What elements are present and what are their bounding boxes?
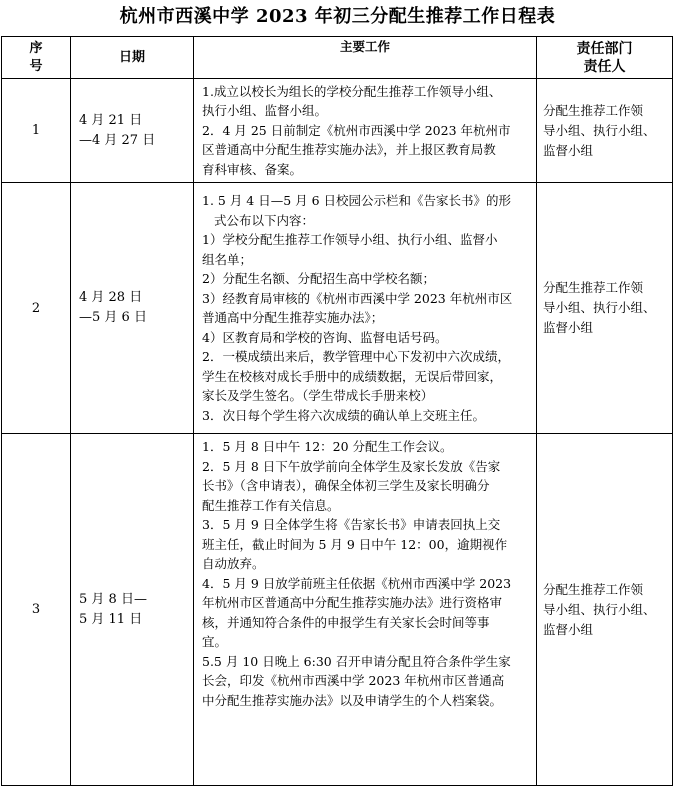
dept-line: 监督小组 — [543, 621, 594, 637]
work-line: 1.成立以校长为组长的学校分配生推荐工作领导小组、 — [202, 83, 502, 99]
work-line: 3．5 月 9 日全体学生将《告家长书》申请表回执上交 — [202, 517, 501, 532]
row-dept — [537, 434, 673, 786]
work-line: 2．5 月 8 日下午放学前向全体学生及家长发放《告家 — [202, 458, 501, 474]
work-line: 4．5 月 9 日放学前班主任依据《杭州市西溪中学 2023 — [202, 575, 512, 591]
work-line: 1）学校分配生推荐工作领导小组、执行小组、监督小 — [202, 232, 498, 247]
work-line: 区普通高中分配生推荐实施办法》，并上报区教育局教 — [202, 142, 496, 158]
work-line: 组名单； — [202, 251, 253, 267]
dept-line: 监督小组 — [543, 142, 594, 158]
work-line: 自动放弃。 — [202, 556, 265, 571]
work-line: 2．一模成绩出来后，教学管理中心下发初中六次成绩， — [202, 349, 510, 364]
work-line: 宜。 — [202, 634, 228, 649]
row-dept — [537, 79, 673, 183]
header-dept-line: 责任部门 — [576, 40, 633, 57]
row-number: 3 — [2, 434, 71, 786]
date-line: 5 月 8 日— — [79, 591, 147, 607]
work-line: 家长及学生签名。（学生带成长手册来校） — [202, 388, 434, 403]
document-title: 杭州市西溪中学 2023 年初三分配生推荐工作日程表 — [119, 6, 556, 27]
dept-line: 分配生推荐工作领 — [543, 581, 644, 597]
work-line: 2．4 月 25 日前制定《杭州市西溪中学 2023 年杭州市 — [202, 122, 511, 138]
table-row — [2, 183, 673, 434]
header-dept — [537, 37, 673, 79]
work-line: 4）区教育局和学校的咨询、监督电话号码。 — [202, 329, 448, 345]
date-line: 5 月 11 日 — [79, 611, 143, 627]
row-work — [194, 79, 537, 183]
date-line: —5 月 6 日 — [79, 310, 147, 325]
date-line: —4 月 27 日 — [79, 132, 156, 148]
work-line: 3．次日每个学生将六次成绩的确认单上交班主任。 — [202, 407, 485, 423]
work-line: 年杭州市区普通高中分配生推荐实施办法》进行资格审 — [202, 595, 503, 610]
row-number: 1 — [2, 79, 71, 183]
dept-line: 分配生推荐工作领 — [543, 280, 644, 295]
row-work — [194, 434, 537, 786]
work-line: 育科审核、备案。 — [202, 161, 303, 177]
table-header-row — [2, 37, 673, 79]
row-date — [71, 434, 194, 786]
work-line: 3）经教育局审核的《杭州市西溪中学 2023 年杭州市区 — [202, 290, 513, 306]
work-line: 配生推荐工作有关信息。 — [202, 497, 340, 513]
row-date — [71, 79, 194, 183]
work-line: 普通高中分配生推荐实施办法》； — [202, 310, 384, 325]
dept-line: 监督小组 — [543, 320, 594, 335]
table-row — [2, 434, 673, 786]
work-line: 5.5 月 10 日晚上 6:30 召开申请分配且符合条件学生家 — [202, 653, 511, 669]
work-line: 式公布以下内容： — [214, 212, 315, 228]
table-row — [2, 79, 673, 183]
work-line: 核，并通知符合条件的申报学生有关家长会时间等事 — [202, 614, 490, 630]
row-date — [71, 183, 194, 434]
date-line: 4 月 21 日 — [79, 112, 143, 128]
work-line: 2）分配生名额、分配招生高中学校名额； — [202, 271, 435, 286]
work-line: 长会，印发《杭州市西溪中学 2023 年杭州市区普通高 — [202, 673, 505, 688]
dept-line: 导小组、执行小组、 — [543, 122, 656, 138]
work-line: 执行小组、监督小组。 — [202, 103, 328, 119]
work-line: 1. 5 月 4 日—5 月 6 日校园公示栏和《告家长书》的形 — [202, 193, 512, 208]
work-line: 1．5 月 8 日中午 12：20 分配生工作会议。 — [202, 439, 453, 454]
header-no-line: 序 — [29, 40, 43, 56]
dept-line: 导小组、执行小组、 — [543, 300, 656, 315]
header-no-line: 号 — [29, 58, 43, 74]
header-work: 主要工作 — [194, 37, 537, 79]
work-line: 中分配生推荐实施办法》以及申请学生的个人档案袋。 — [202, 692, 503, 708]
date-line: 4 月 28 日 — [79, 290, 143, 305]
work-line: 长书》（含申请表），确保全体初三学生及家长明确分 — [202, 478, 490, 493]
work-line: 学生在校核对成长手册中的成绩数据，无误后带回家， — [202, 368, 503, 384]
work-line: 班主任，截止时间为 5 月 9 日中午 12：00，逾期视作 — [202, 536, 508, 552]
row-number: 2 — [2, 183, 71, 434]
row-dept — [537, 183, 673, 434]
header-dept-line: 责任人 — [583, 58, 626, 75]
dept-line: 分配生推荐工作领 — [543, 102, 644, 118]
schedule-table — [1, 36, 673, 786]
header-date: 日期 — [71, 37, 194, 79]
header-no — [2, 37, 71, 79]
dept-line: 导小组、执行小组、 — [543, 601, 656, 617]
row-work — [194, 183, 537, 434]
